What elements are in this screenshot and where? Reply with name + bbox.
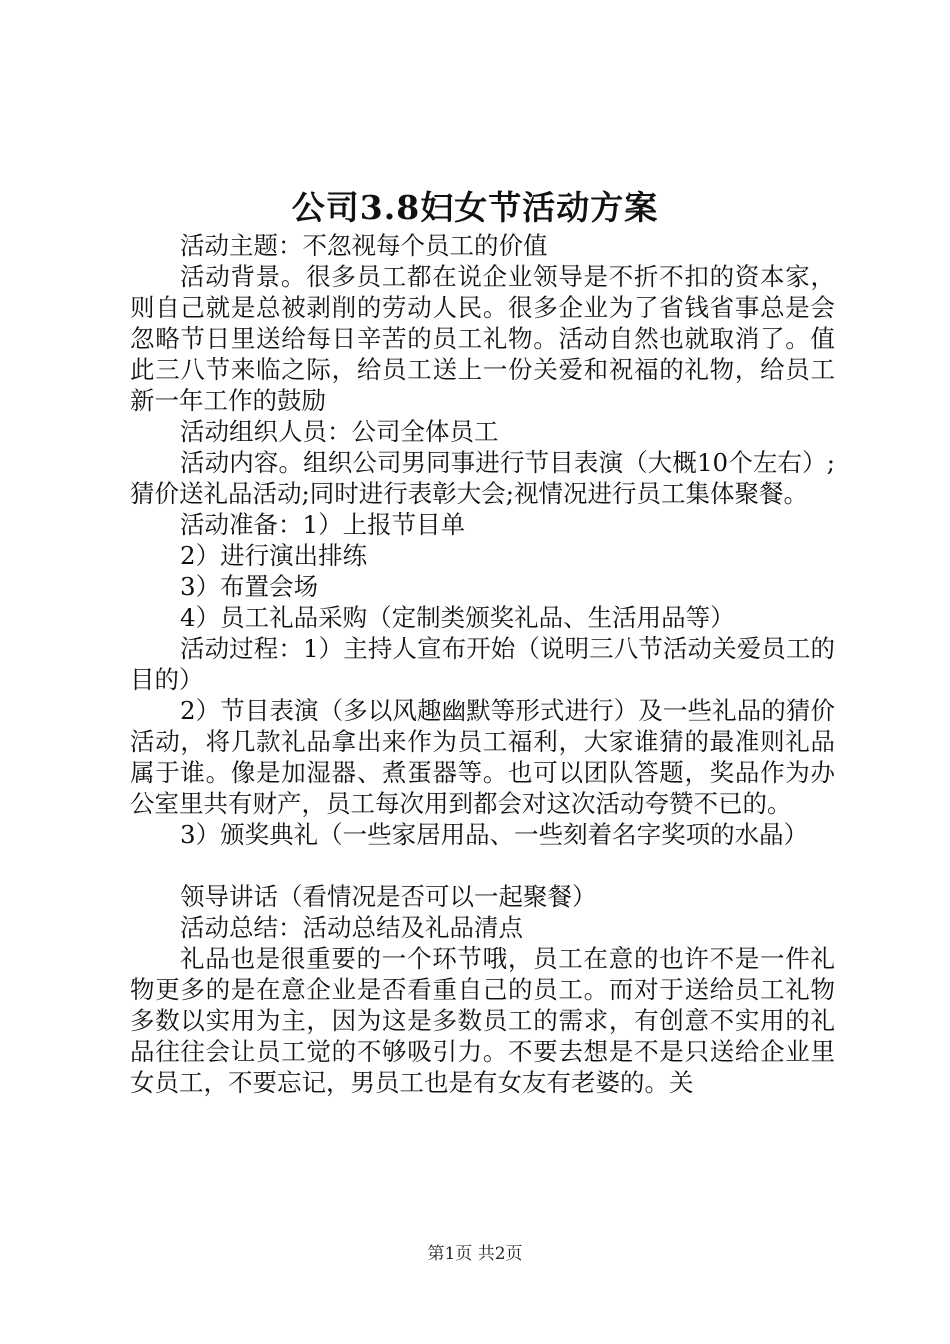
paragraph-content: 活动内容。组织公司男同事进行节目表演（大概10个左右）;猜价送礼品活动;同时进行表彰大会;视情况进行员工集体聚餐。 <box>130 448 835 508</box>
paragraph-theme: 活动主题：不忽视每个员工的价值 <box>180 231 548 260</box>
paragraph-spacer <box>130 850 835 881</box>
document-body <box>130 230 835 1098</box>
paragraph-preparation-1: 活动准备：1）上报节目单 <box>180 510 466 539</box>
paragraph-process-2: 2）节目表演（多以风趣幽默等形式进行）及一些礼品的猜价活动，将几款礼品拿出来作为员工福利，大家谁猜的最准则礼品属于谁。像是加湿器、煮蛋器等。也可以团队答题，奖品作为办公室里共有财产，员工每次用到都会对这次活动夸赞不已的。 <box>130 696 835 818</box>
page-footer: 第1页 共2页 <box>427 1244 523 1264</box>
paragraph-organizers: 活动组织人员：公司全体员工 <box>180 417 499 446</box>
paragraph-summary: 活动总结：活动总结及礼品清点 <box>180 913 523 942</box>
paragraph-background: 活动背景。很多员工都在说企业领导是不折不扣的资本家，则自己就是总被剥削的劳动人民。很多企业为了省钱省事总是会忽略节日里送给每日辛苦的员工礼物。活动自然也就取消了。值此三八节来临之际，给员工送上一份关爱和祝福的礼物，给员工新一年工作的鼓励 <box>130 262 835 415</box>
paragraph-process-3: 3）颁奖典礼（一些家居用品、一些刻着名字奖项的水晶） <box>180 820 809 849</box>
paragraph-preparation-4: 4）员工礼品采购（定制类颁奖礼品、生活用品等） <box>180 603 735 632</box>
paragraph-preparation-2: 2）进行演出排练 <box>180 541 368 570</box>
paragraph-process-1: 活动过程：1）主持人宣布开始（说明三八节活动关爱员工的目的） <box>130 634 835 694</box>
paragraph-leader-speech: 领导讲话（看情况是否可以一起聚餐） <box>180 882 597 911</box>
paragraph-preparation-3: 3）布置会场 <box>180 572 319 601</box>
paragraph-gifts: 礼品也是很重要的一个环节哦，员工在意的也许不是一件礼物更多的是在意企业是否看重自己的员工。而对于送给员工礼物多数以实用为主，因为这是多数员工的需求，有创意不实用的礼品往往会让员工觉的不够吸引力。不要去想是不是只送给企业里女员工，不要忘记，男员工也是有女友有老婆的。关 <box>130 944 835 1097</box>
document-title: 公司3.8妇女节活动方案 <box>291 188 659 227</box>
